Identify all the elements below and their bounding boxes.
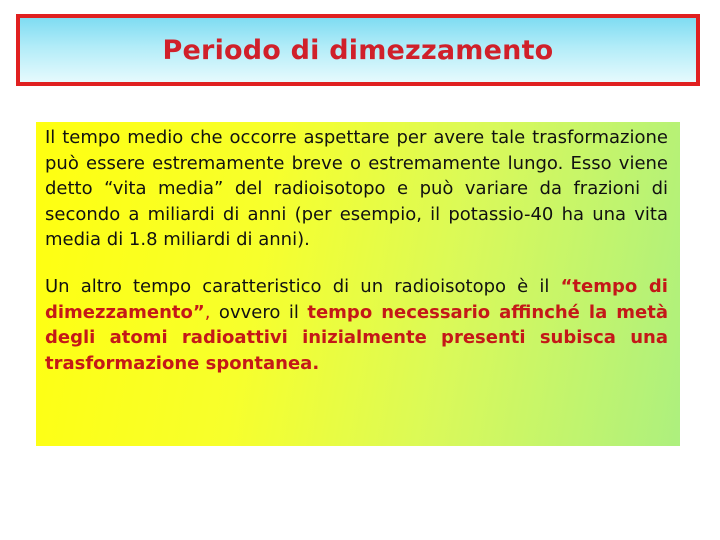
- definition-tempo-necessario: tempo necessario affinché la metà degli atomi radioattivi inizialmente presenti subisca una trasformazione spontanea.: [45, 301, 668, 374]
- term-comma: ,: [204, 301, 211, 323]
- paragraph-2-intro: Un altro tempo caratteristico di un radioisotopo è il: [45, 275, 561, 297]
- paragraph-2-ovvero: ovvero il: [210, 301, 308, 323]
- title-banner: [16, 14, 700, 86]
- term-tempo-di-dimezzamento: “tempo di dimezzamento”: [45, 275, 668, 323]
- slide-title: Periodo di dimezzamento: [162, 34, 554, 66]
- content-panel: [36, 122, 680, 446]
- paragraph-vita-media: Il tempo medio che occorre aspettare per avere tale trasformazione può essere estremamente breve o estremamente lungo. Esso viene detto “vita media” del radioisotopo e può variare da frazioni di secondo a miliardi di anni (per esempio, il potassio-40 ha una vita media di 1.8 miliardi di anni).: [45, 127, 668, 251]
- paragraph-dimezzamento: [45, 274, 668, 376]
